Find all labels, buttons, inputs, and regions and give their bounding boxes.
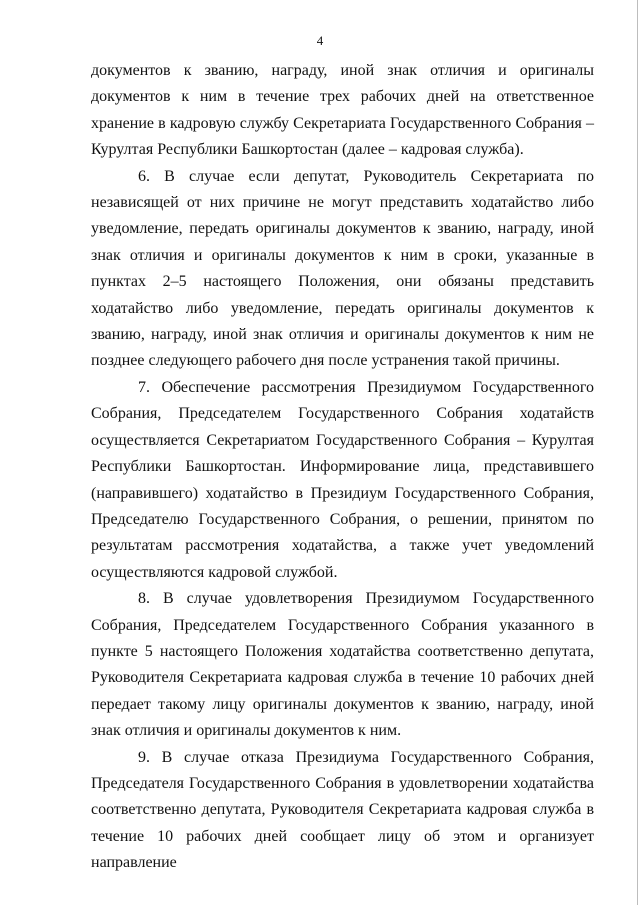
paragraph-item-9: 9. В случае отказа Президиума Государственного Собрания, Председателя Государственного Собрания в удовлетворении ходатайства соответственно депутата, Руководителя Секретариата кадровая служба в течение 10 рабочих дней сообщает лицу об этом и организует направление [91,748,594,872]
paragraph-item-8: 8. В случае удовлетворения Президиумом Государственного Собрания, Председателем Государственного Собрания указанного в пункте 5 настоящего Положения ходатайства соответственно депутата, Руководителя Секретариата кадровая служба в течение 10 рабочих дней передает такому лицу оригиналы документов к званию, награду, иной знак отличия и оригиналы документов к ним. [91,590,594,740]
page-number: 4 [316,33,324,48]
paragraph-continuation: документов к званию, награду, иной знак отличия и оригиналы документов к ним в течение трех рабочих дней на ответственное хранение в кадровую службу Секретариата Государственного Собрания – Курултая Республики Башкортостан (далее – кадровая служба). [91,62,594,159]
paragraph-item-7: 7. Обеспечение рассмотрения Президиумом Государственного Собрания, Председателем Государственного Собрания ходатайств осуществляется Секретариатом Государственного Собрания – Курултая Республики Башкортостан. Информирование лица, представившего (направившего) ходатайство в Президиум Государственного Собрания, Председателю Государственного Собрания, о решении, принятом по результатам рассмотрения ходатайства, а также учет уведомлений осуществляются кадровой службой. [91,378,594,581]
paragraph-item-6: 6. В случае если депутат, Руководитель Секретариата по независящей от них причине не могут представить ходатайство либо уведомление, передать оригиналы документов к званию, награду, иной знак отличия и оригиналы документов к ним в сроки, указанные в пунктах 2–5 настоящего Положения, они обязаны представить ходатайство либо уведомление, передать оригиналы документов к званию, награду, иной знак отличия и оригиналы документов к ним не позднее следующего рабочего дня после устранения такой причины. [91,167,594,370]
document-body [91,58,594,877]
page-edge [637,0,638,905]
